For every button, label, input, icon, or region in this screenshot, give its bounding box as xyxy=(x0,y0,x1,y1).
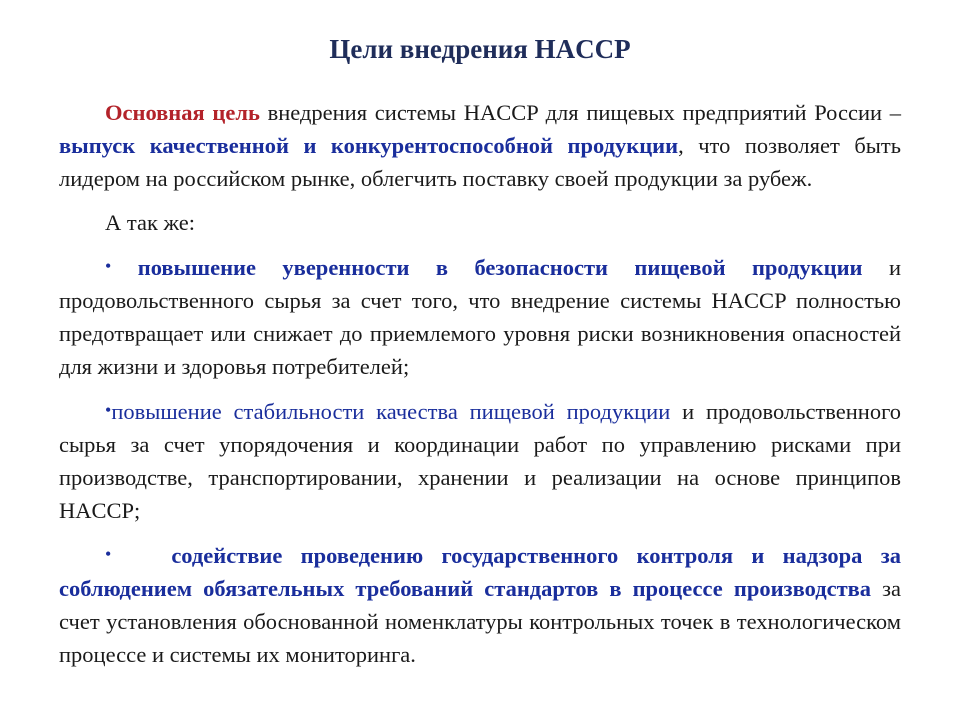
bullet-3-text: за счет установления обоснованной номенклатуры контрольных точек в технологическом процессе и системы их мониторинга. xyxy=(59,576,901,667)
bullet-icon: • xyxy=(105,400,112,420)
main-goal-text-1: внедрения системы HACCP для пищевых предприятий России – xyxy=(259,100,901,125)
bullet-icon: • xyxy=(105,544,112,564)
bullet-2-highlight: повышение стабильности качества пищевой продукции xyxy=(111,399,671,424)
main-goal-text-2: , что позволяет быть лидером на российском рынке, облегчить поставку своей продукции за рубеж. xyxy=(59,133,901,191)
also-line: А так же: xyxy=(105,210,196,235)
bullet-3-highlight: содействие проведению государственного контроля и надзора за соблюдением обязательных требований стандартов в процессе производства xyxy=(59,543,901,601)
bullet-item-3 xyxy=(59,538,901,671)
bullet-1-highlight: повышение уверенности в безопасности пищевой продукции xyxy=(137,255,863,280)
bullet-item-1 xyxy=(59,250,901,383)
page-title: Цели внедрения HACCP xyxy=(329,34,631,64)
bullet-icon: • xyxy=(105,256,112,276)
bullet-1-text: и продовольственного сырья за счет того, что внедрение системы HACCP полностью предотвращает или снижает до приемлемого уровня риски возникновения опасностей для жизни и здоровья потребителей; xyxy=(59,255,901,379)
slide-body xyxy=(59,96,901,671)
bullet-2-text: и продовольственного сырья за счет упорядочения и координации работ по управлению рисками при производстве, транспортировании, хранении и реализации на основе принципов HACCP; xyxy=(59,399,902,523)
main-goal-lead: Основная цель xyxy=(105,100,260,125)
main-goal-highlight: выпуск качественной и конкурентоспособной продукции xyxy=(59,133,679,158)
bullet-item-2 xyxy=(59,394,901,527)
main-goal-paragraph xyxy=(59,96,901,195)
